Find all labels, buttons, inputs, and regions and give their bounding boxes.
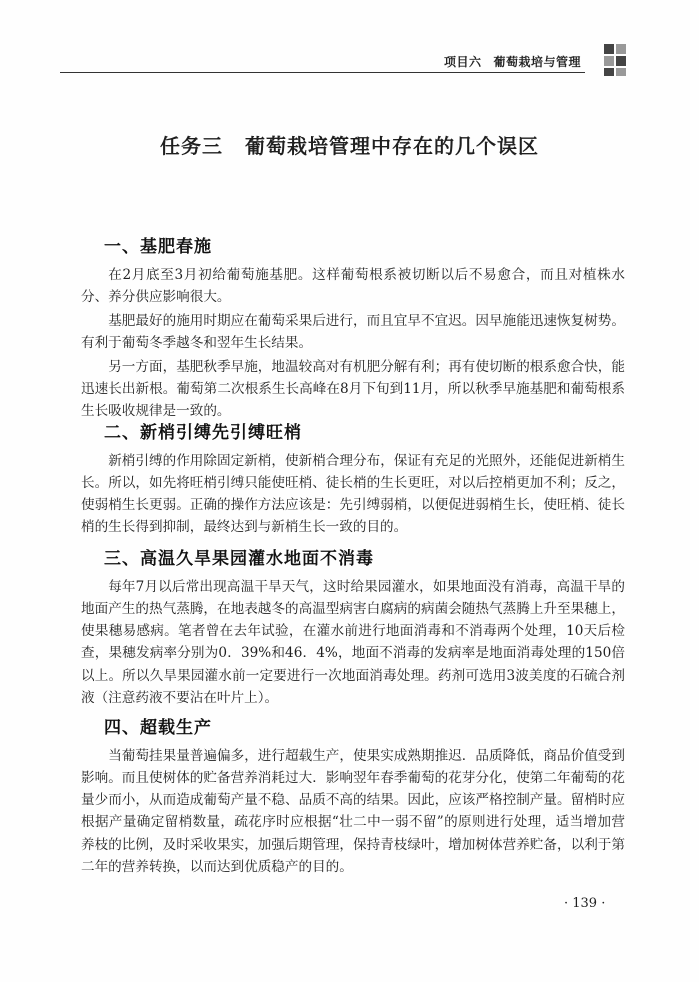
section-heading-4: 四、超载生产: [104, 718, 212, 738]
header-text: [444, 53, 581, 70]
header-title: 葡萄栽培与管理: [493, 55, 581, 69]
paragraph: 当葡萄挂果量普遍偏多，进行超载生产，使果实成熟期推迟．品质降低，商品价值受到影响。而且使树体的贮备营养消耗过大．影响翌年春季葡萄的花芽分化，使第二年葡萄的花量少而小，从而造成葡萄产量不稳、品质不高的结果。因此，应该严格控制产量。留梢时应根据产量确定留梢数量，疏花序时应根据“壮二中一弱不留”的原则进行处理，适当增加营养枝的比例，及时采收果实，加强后期管理，保持青枝绿叶，增加树体营养贮备，以利于第二年的营养转换，以而达到优质稳产的目的。: [81, 747, 625, 876]
paragraph: 在2月底至3月初给葡萄施基肥。这样葡萄根系被切断以后不易愈合，而且对植株水分、养分供应影响很大。: [81, 266, 625, 305]
paragraph: 基肥最好的施用时期应在葡萄采果后进行，而且宜早不宜迟。因早施能迅速恢复树势。有利于葡萄冬季越冬和翌年生长结果。: [81, 312, 625, 351]
section-heading-1: 一、基肥春施: [104, 237, 212, 257]
page-title: [0, 130, 699, 159]
section-heading-3: 三、高温久旱果园灌水地面不消毒: [104, 549, 374, 569]
paragraph: 另一方面，基肥秋季早施，地温较高对有机肥分解有利；再有使切断的根系愈合快，能迅速长出新根。葡萄第二次根系生长高峰在8月下旬到11月，所以秋季早施基肥和葡萄根系生长吸收规律是一致的。: [81, 358, 625, 420]
running-header: [60, 52, 585, 73]
corner-decoration: [604, 44, 628, 76]
task-title: 葡萄栽培管理中存在的几个误区: [245, 134, 539, 158]
task-number: 任务三: [160, 134, 223, 158]
paragraph: 每年7月以后常出现高温干旱天气，这时给果园灌水，如果地面没有消毒，高温干旱的地面产生的热气蒸腾，在地表越冬的高温型病害白腐病的病菌会随热气蒸腾上升至果穗上，使果穗易感病。笔者曾在去年试验，在灌水前进行地面消毒和不消毒两个处理，10天后检查，果穗发病率分别为0．39%和46．4%，地面不消毒的发病率是地面消毒处理的150倍以上。所以久旱果园灌水前一定要进行一次地面消毒处理。药剂可选用3波美度的石硫合剂液（注意药液不要沾在叶片上）。: [81, 578, 625, 707]
section-heading-2: 二、新梢引缚先引缚旺梢: [104, 423, 302, 443]
paragraph: 新梢引缚的作用除固定新梢，使新梢合理分布，保证有充足的光照外，还能促进新梢生长。所以，如先将旺梢引缚只能使旺梢、徒长梢的生长更旺，对以后控梢更加不利；反之，使弱梢生长更弱。正确的操作方法应该是：先引缚弱梢，以便促进弱梢生长，使旺梢、徒长梢的生长得到抑制，最终达到与新梢生长一致的目的。: [81, 452, 625, 536]
page-number: · 139 ·: [564, 896, 606, 911]
header-chapter: 项目六: [443, 55, 482, 69]
